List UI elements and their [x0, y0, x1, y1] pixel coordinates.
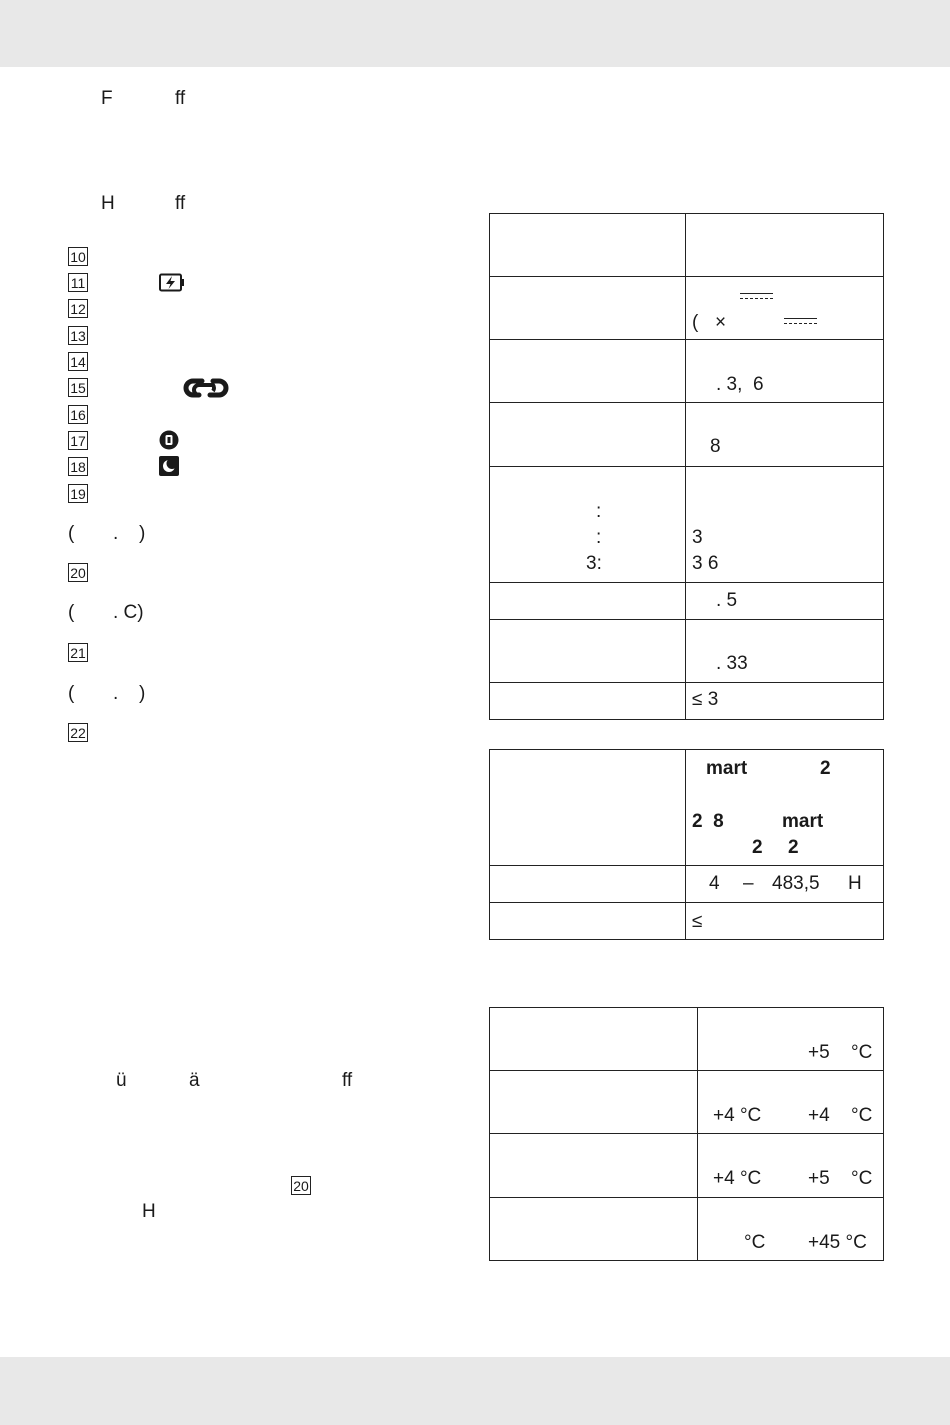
link-icon — [182, 374, 230, 402]
item-number-22: 22 — [68, 723, 88, 742]
paren-close-1: ) — [139, 523, 146, 544]
cell-value: +45 °C — [808, 1232, 867, 1253]
cell-value: 2 — [752, 837, 763, 858]
item-number-21: 21 — [68, 643, 88, 662]
cell-value: . 5 — [716, 590, 738, 611]
cell-value: . 33 — [716, 653, 748, 674]
circle-icon — [159, 430, 179, 450]
table-row — [490, 750, 884, 866]
spec-table-2 — [489, 749, 884, 940]
dc-symbol — [740, 293, 773, 302]
table-row — [490, 1008, 884, 1071]
cell-value: H — [848, 873, 862, 894]
cell-value: 8 — [710, 436, 721, 457]
cell-value: °C — [744, 1232, 766, 1253]
paren-open-1: ( — [68, 523, 75, 544]
text-a-umlaut: ä — [189, 1070, 200, 1091]
cell-value: 2 8 — [692, 811, 724, 832]
item-number-15: 15 — [68, 378, 88, 397]
table-row — [490, 620, 884, 683]
cell-value: ≤ 3 — [692, 689, 719, 710]
cell-value: 3 — [692, 527, 703, 548]
item-number-19: 19 — [68, 484, 88, 503]
item-number-13: 13 — [68, 326, 88, 345]
cell-label: : — [596, 527, 602, 548]
table-row — [490, 277, 884, 340]
paren-dot-1: . — [113, 523, 119, 544]
cell-label: : — [596, 501, 602, 522]
cell-value: +4 °C — [713, 1105, 762, 1126]
item-number-20: 20 — [68, 563, 88, 582]
item-number-17: 17 — [68, 431, 88, 450]
cell-value: – — [743, 873, 754, 894]
spec-table-3 — [489, 1007, 884, 1261]
table-row — [490, 340, 884, 403]
item-number-14: 14 — [68, 352, 88, 371]
cell-value: °C — [851, 1105, 873, 1126]
cell-value: mart — [706, 758, 748, 779]
cell-value: 483,5 — [772, 873, 820, 894]
cell-value: 3 6 — [692, 553, 719, 574]
paren-close-3: ) — [139, 683, 146, 704]
paren-open-3: ( — [68, 683, 75, 704]
cell-value: °C — [851, 1042, 873, 1063]
table-row — [490, 403, 884, 467]
times-sign: × — [715, 312, 727, 333]
table-row — [490, 467, 884, 583]
spec-table-1 — [489, 213, 884, 720]
cell-value: °C — [851, 1168, 873, 1189]
table-row — [490, 1134, 884, 1198]
text-f: F — [101, 88, 113, 109]
cell-value: 2 — [788, 837, 799, 858]
text-u-umlaut: ü — [116, 1070, 127, 1091]
text-h-2: H — [142, 1201, 156, 1222]
item-number-16: 16 — [68, 405, 88, 424]
paren-open: ( — [692, 312, 699, 333]
text-ff: ff — [175, 88, 186, 109]
item-number-20-ref: 20 — [291, 1176, 311, 1195]
paren-c: . C) — [113, 602, 144, 623]
cell-value: . 3, 6 — [716, 374, 764, 395]
table-row — [490, 1071, 884, 1134]
cell-label: 3: — [586, 553, 602, 574]
table-row — [490, 683, 884, 720]
item-number-10: 10 — [68, 247, 88, 266]
cell-value: 4 — [709, 873, 720, 894]
dc-symbol — [784, 318, 817, 327]
header-band — [0, 0, 950, 67]
item-number-11: 11 — [68, 273, 88, 292]
item-number-18: 18 — [68, 457, 88, 476]
item-number-12: 12 — [68, 299, 88, 318]
text-h: H — [101, 193, 115, 214]
text-ff-2: ff — [175, 193, 186, 214]
footer-band — [0, 1357, 950, 1425]
table-row — [490, 866, 884, 903]
cell-value: +4 °C — [713, 1168, 762, 1189]
table-row — [490, 583, 884, 620]
battery-charging-icon — [159, 273, 185, 292]
table-row — [490, 903, 884, 940]
paren-dot-3: . — [113, 683, 119, 704]
paren-open-2: ( — [68, 602, 75, 623]
table-row — [490, 214, 884, 277]
moon-icon — [159, 456, 179, 476]
cell-value: +5 — [808, 1042, 830, 1063]
table-row — [490, 1198, 884, 1261]
cell-value: ≤ — [692, 911, 703, 932]
cell-value: +4 — [808, 1105, 830, 1126]
cell-value: mart — [782, 811, 824, 832]
cell-value: 2 — [820, 758, 831, 779]
cell-value: +5 — [808, 1168, 830, 1189]
text-ff-3: ff — [342, 1070, 353, 1091]
